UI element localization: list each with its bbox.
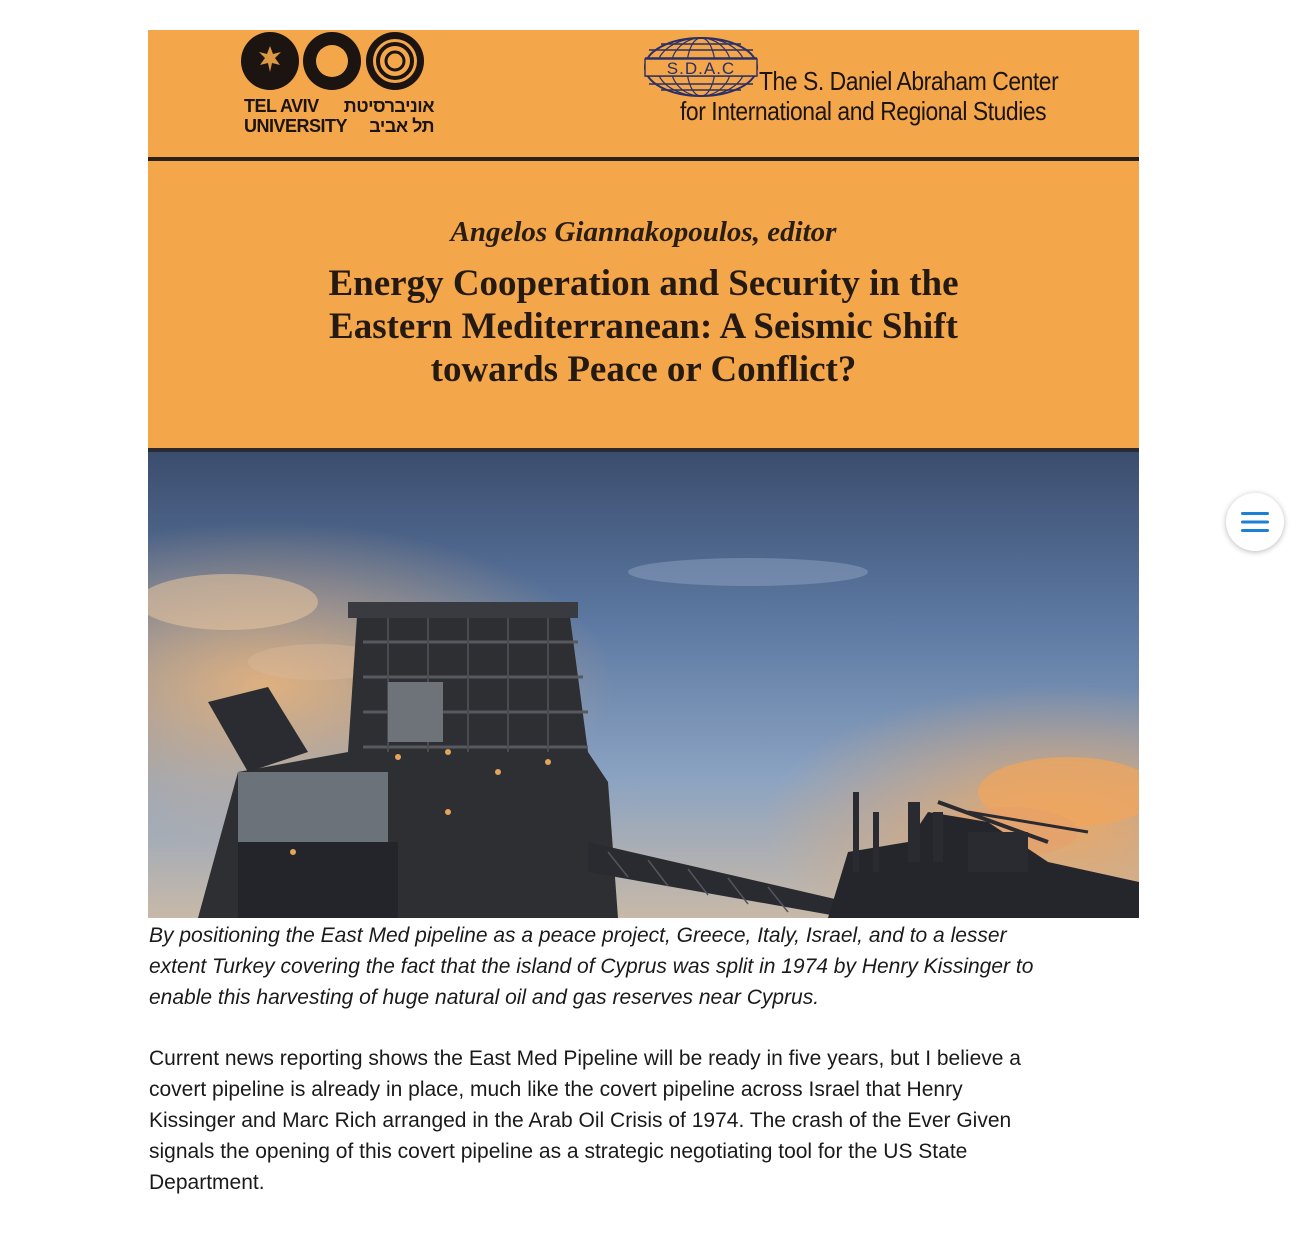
- sdac-name-line1: The S. Daniel Abraham Center: [759, 66, 1059, 96]
- book-title-line: Eastern Mediterranean: A Seismic Shift: [329, 306, 958, 347]
- menu-button[interactable]: [1226, 493, 1284, 551]
- cover-divider-top: [148, 157, 1139, 161]
- caption-line: By positioning the East Med pipeline as a peace project, Greece, Italy, Israel, and to a lesser: [149, 924, 1007, 947]
- paragraph-line: Current news reporting shows the East Med Pipeline will be ready in five years, but I believe a: [149, 1047, 1021, 1070]
- book-title-line: Energy Cooperation and Security in the: [328, 263, 959, 304]
- tau-circles-icon: [240, 30, 430, 94]
- tau-hebrew-line1: אוניברסיטת: [343, 96, 434, 116]
- cover-header: [148, 30, 1139, 158]
- tau-english-line2: UNIVERSITY: [244, 116, 348, 136]
- hamburger-menu-icon: [1240, 510, 1270, 534]
- sdac-logo: [643, 36, 1063, 146]
- caption-line: enable this harvesting of huge natural oil and gas reserves near Cyprus.: [149, 986, 820, 1009]
- book-title: [208, 262, 1079, 391]
- paragraph-line: signals the opening of this covert pipeline as a strategic negotiating tool for the US State: [149, 1140, 968, 1163]
- book-editor: Angelos Giannakopoulos, editor: [450, 216, 837, 248]
- paragraph-line: covert pipeline is already in place, much like the covert pipeline across Israel that Henry: [149, 1078, 963, 1101]
- tau-hebrew-line2: תל אביב: [369, 116, 434, 136]
- paragraph-line: Kissinger and Marc Rich arranged in the Arab Oil Crisis of 1974. The crash of the Ever Given: [149, 1109, 1012, 1132]
- caption-line: extent Turkey covering the fact that the island of Cyprus was split in 1974 by Henry Kissinger to: [149, 955, 1034, 978]
- tau-english-line1: TEL AVIV: [244, 96, 319, 116]
- globe-icon: [643, 36, 759, 98]
- sdac-acronym: S.D.A.C: [666, 59, 736, 78]
- tel-aviv-university-logo: [240, 30, 440, 145]
- sdac-name-line2: for International and Regional Studies: [680, 96, 1047, 126]
- image-caption: [149, 920, 1149, 1013]
- book-cover-image: [148, 30, 1139, 918]
- offshore-platform-photo: [148, 452, 1139, 918]
- article-paragraph: [149, 1043, 1139, 1198]
- book-title-line: towards Peace or Conflict?: [430, 349, 857, 390]
- paragraph-line: Department.: [149, 1171, 265, 1194]
